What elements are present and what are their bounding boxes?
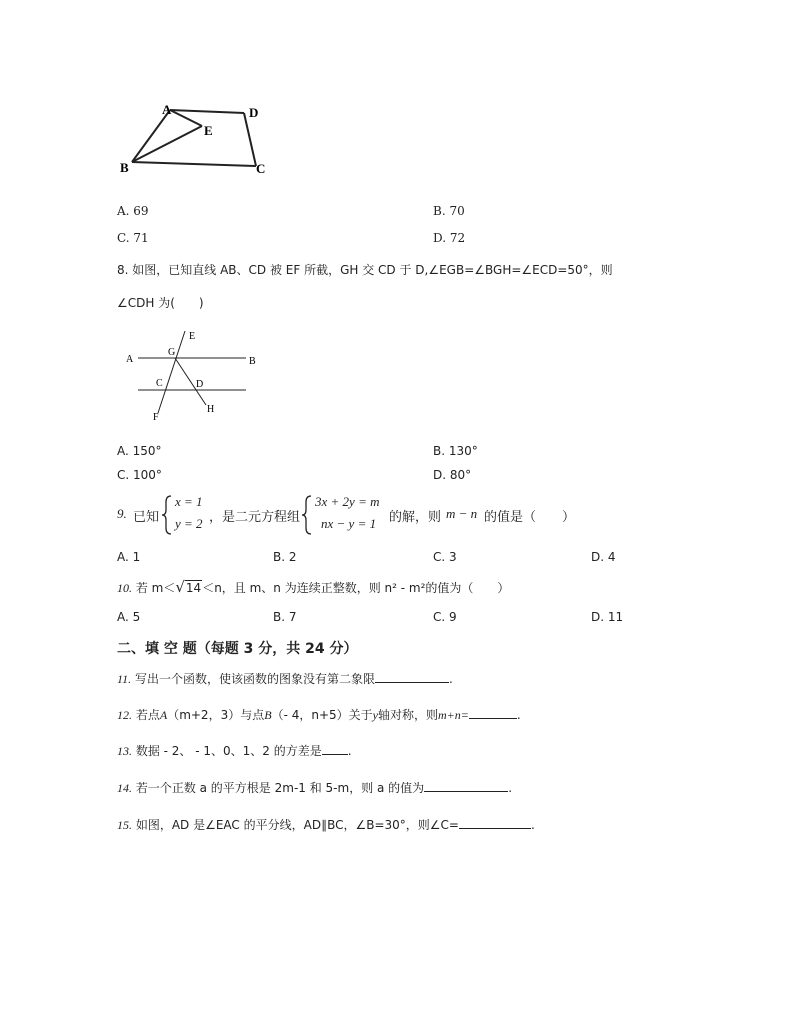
section-2-title: 二、填 空 题（每题 3 分，共 24 分） [117,641,358,657]
q8-option-d: D. 80° [433,468,472,482]
q9-sys2-eq2: nx − y = 1 [321,516,377,531]
left-brace-icon [161,494,173,536]
q10-post: ＜n，且 m、n 为连续正整数，则 n² - m²的值为（ ） [202,581,510,595]
label-c: C [256,161,266,176]
label-a: A [126,354,134,365]
q9-option-b: B. 2 [273,550,297,564]
q15-text: 如图，AD 是∠EAC 的平分线，AD∥BC，∠B=30°，则∠C= [135,818,459,832]
label-e: E [204,123,213,138]
sqrt-icon: √ [175,578,185,596]
q9-pre: 已知 [133,510,160,525]
q10-option-a: A. 5 [117,610,141,624]
q14-stem [117,779,512,796]
label-b: B [120,160,129,175]
q15-stem [117,816,535,833]
q9-post1: 的解，则 [389,510,442,525]
segment-ab [132,110,170,162]
q8-stem-line1: 8. 如图，已知直线 AB、CD 被 EF 所截，GH 交 CD 于 D,∠EGB=∠BGH=∠ECD=50°，则 [117,263,613,277]
q10-option-c: C. 9 [433,610,457,624]
q12-number: 12. [117,708,132,722]
q8-option-c: C. 100° [117,468,162,482]
label-b: B [249,356,256,367]
q7-figure [110,100,280,180]
q8-option-a: A. 150° [117,444,162,458]
q14-text: 若一个正数 a 的平方根是 2m-1 和 5-m，则 a 的值为 [135,781,425,795]
q9-option-c: C. 3 [433,550,457,564]
label-g: G [168,347,176,358]
q9-post2: 的值是（ ） [484,510,576,525]
left-brace-icon [301,494,313,536]
q14-tail: . [508,781,513,795]
q9-mid: ，是二元方程组 [209,510,301,525]
q15-answer-blank[interactable] [459,816,531,829]
line-ef [158,331,185,413]
q7-option-b: B. 70 [433,204,465,218]
q12-p2: 与点 [240,708,265,722]
label-d: D [196,379,204,390]
q9-expr: m − n [446,506,478,521]
label-f: F [153,412,159,423]
q7-option-d: D. 72 [433,231,466,245]
q12-coord-a: （m+2，3） [167,708,241,722]
q15-number: 15. [117,818,132,832]
q12-coord-b: （- 4，n+5） [271,708,349,722]
q7-option-c: C. 71 [117,231,149,245]
q8-stem-line2: ∠CDH 为( ) [117,296,204,310]
q12-p1: 若点 [135,708,160,722]
label-h: H [207,404,215,415]
segment-be [132,126,202,162]
segment-ae [170,110,202,126]
q9-option-d: D. 4 [591,550,616,564]
q9-number: 9. [117,506,127,521]
q12-p3: 关于 [348,708,373,722]
q11-text: 写出一个函数，使该函数的图象没有第二象限 [134,672,375,686]
segment-ad [170,110,244,113]
q9-sys2-eq1: 3x + 2y = m [315,494,380,509]
q12-y: y [372,708,378,722]
q14-answer-blank[interactable] [424,779,508,792]
q12-expr: m+n= [438,708,469,722]
q11-answer-blank[interactable] [375,670,449,683]
q11-stem [117,670,453,687]
q10-number: 10. [117,581,132,595]
q8-option-b: B. 130° [433,444,478,458]
q12-tail: . [516,708,521,722]
label-a: A [162,102,172,117]
label-d: D [249,105,259,120]
q10-pre: 若 m＜ [135,581,176,595]
q13-number: 13. [117,744,132,758]
q13-text: 数据 - 2、 - 1、0、1、2 的方差是 [135,744,322,758]
q10-radicand: 14 [185,581,202,595]
q12-stem [117,706,521,723]
q10-stem [117,578,509,596]
q14-number: 14. [117,781,132,795]
q9-sys1-eq2: y = 2 [175,516,203,531]
q13-answer-blank[interactable] [322,742,348,755]
q12-answer-blank[interactable] [469,706,517,719]
q7-option-a: A. 69 [117,204,149,218]
q15-tail: . [530,818,535,832]
q11-number: 11. [117,672,132,686]
q9-sys1-eq1: x = 1 [175,494,203,509]
label-c: C [156,378,163,389]
label-e: E [189,331,196,342]
q12-point-a: A [159,708,168,722]
segment-dc [244,113,256,166]
q9-option-a: A. 1 [117,550,141,564]
q12-p4: 轴对称，则 [377,708,438,722]
q11-tail: . [448,672,453,686]
q13-stem [117,742,352,759]
q8-figure [118,325,268,425]
q10-option-b: B. 7 [273,610,297,624]
segment-bc [132,162,256,166]
q12-point-b: B [264,708,272,722]
q10-option-d: D. 11 [591,610,624,624]
q13-tail: . [347,744,352,758]
